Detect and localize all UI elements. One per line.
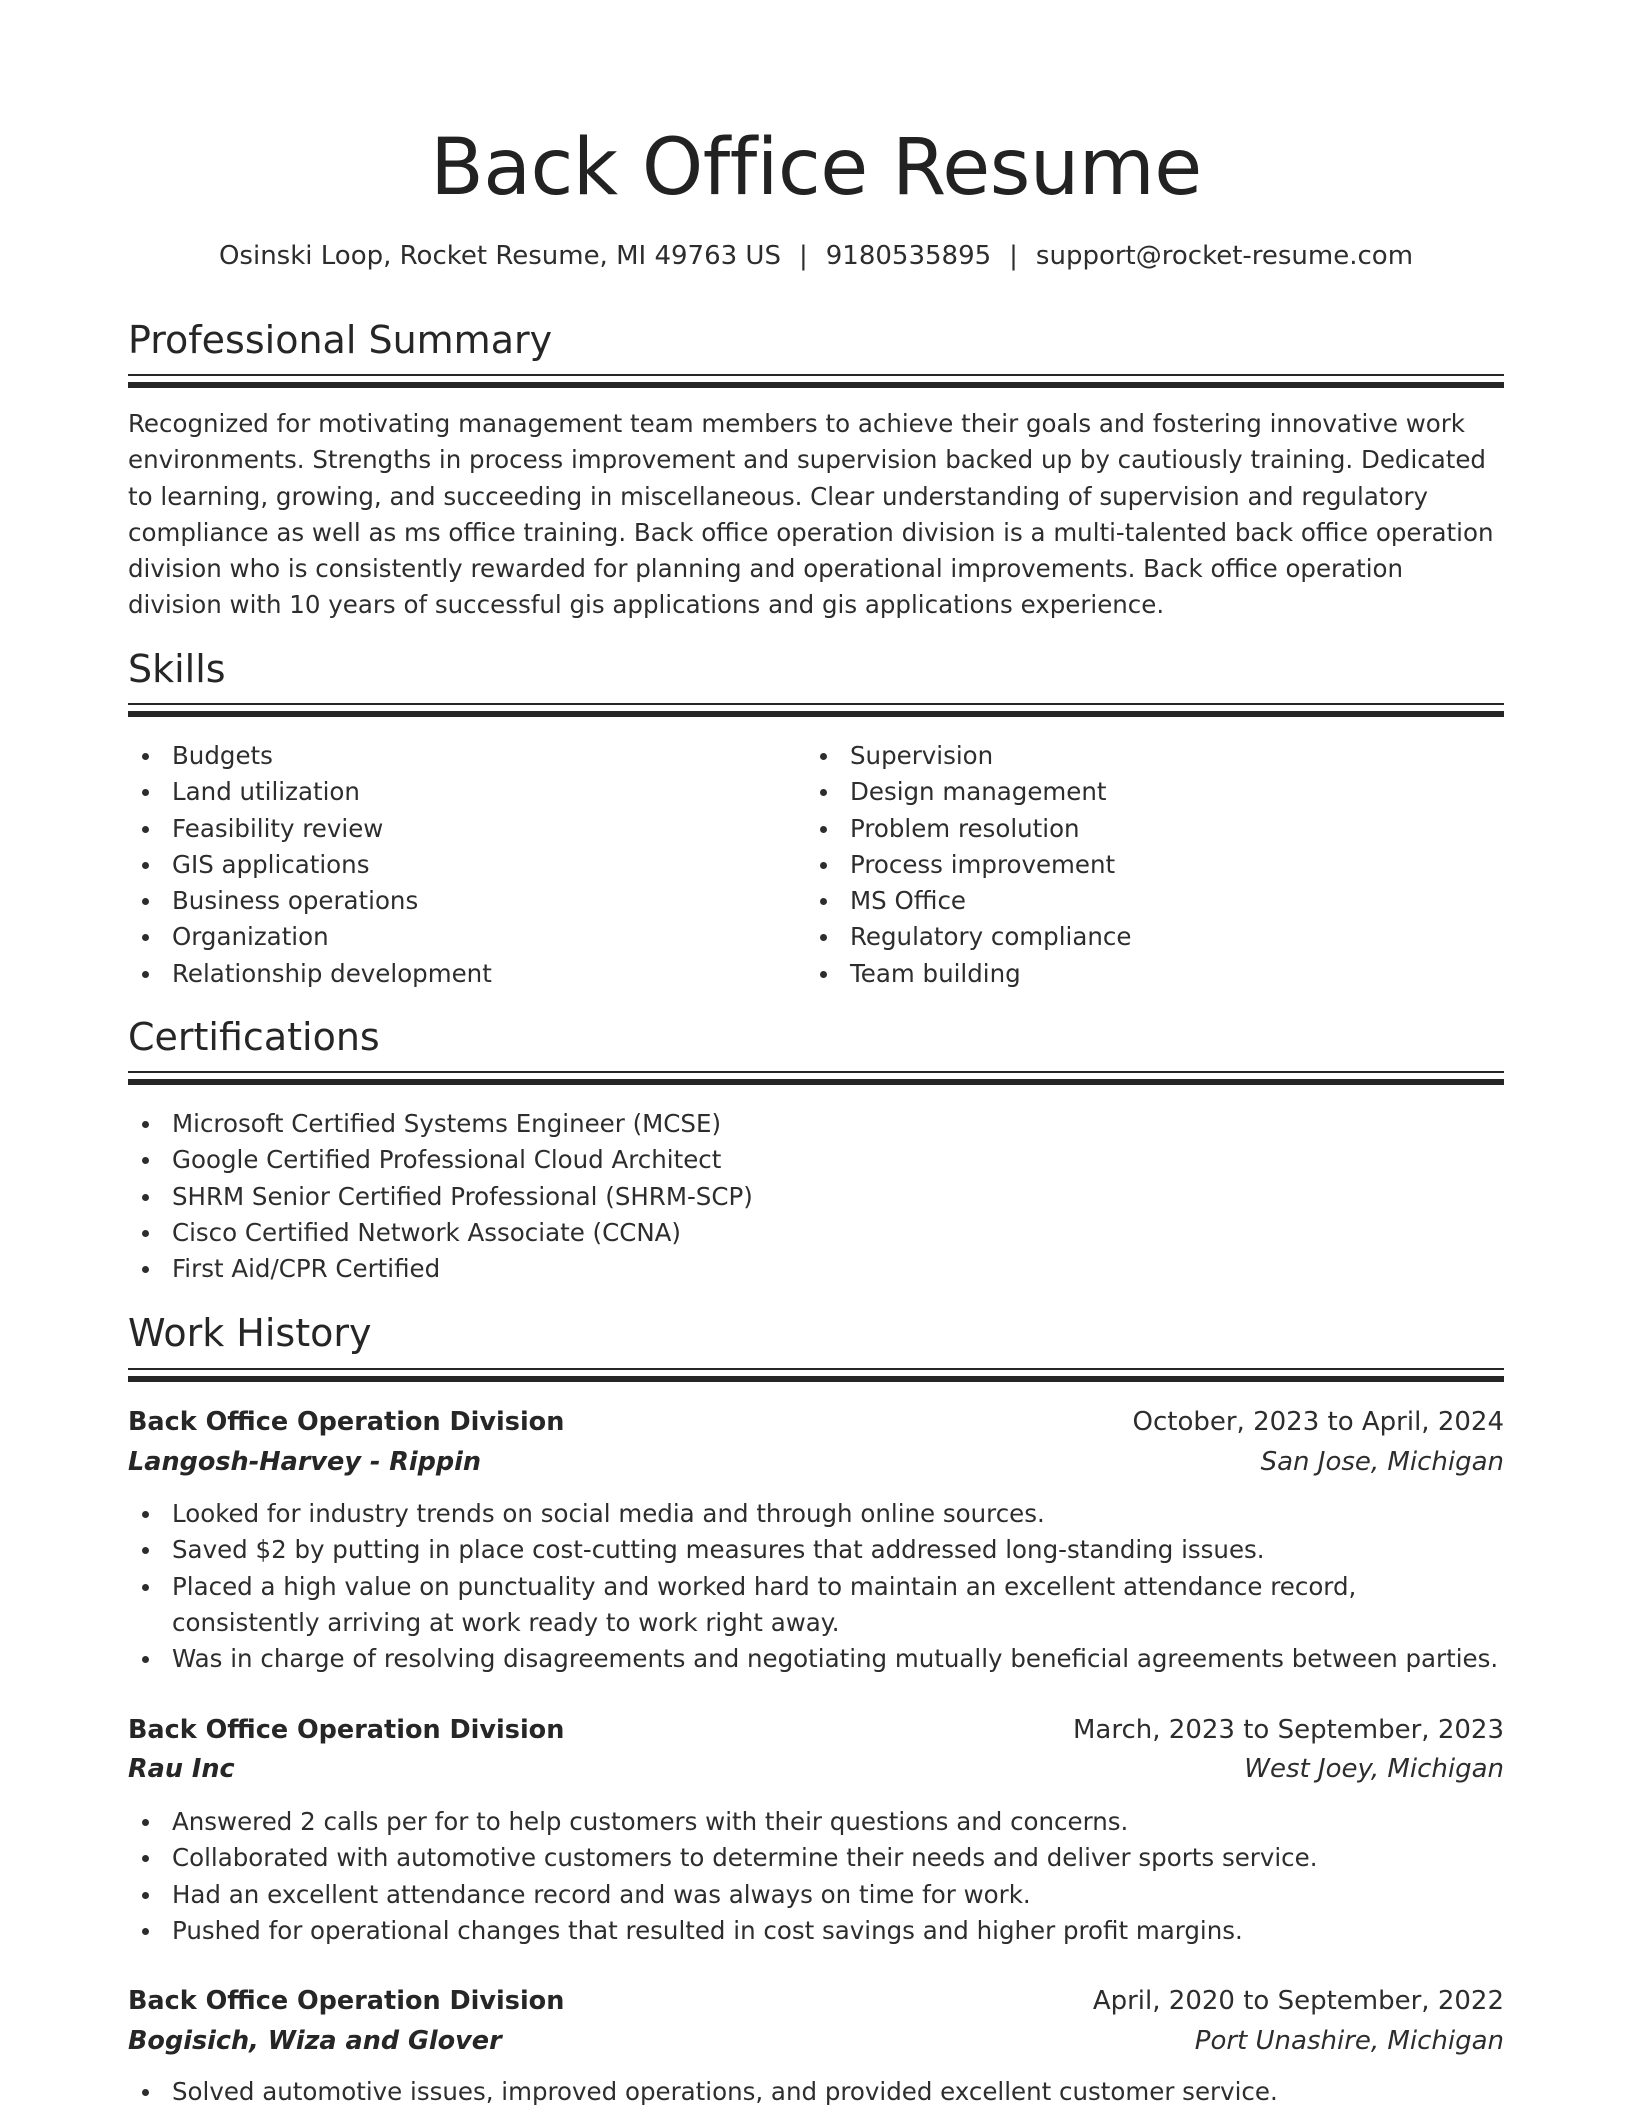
job-duties (128, 1804, 1504, 1949)
section-title-certifications: Certifications (128, 1015, 380, 1059)
certification-item: Microsoft Certified Systems Engineer (MCSE) (128, 1106, 1504, 1142)
section-divider (128, 1368, 1504, 1380)
job-location: San Jose, Michigan (1260, 1447, 1504, 1477)
job-title: Back Office Operation Division (128, 1986, 565, 2016)
section-title-skills: Skills (128, 647, 226, 691)
section-divider (128, 703, 1504, 715)
skill-item: Design management (806, 774, 1504, 810)
contact-line (128, 238, 1504, 274)
certifications-list (128, 1106, 1504, 1287)
skill-item: Land utilization (128, 774, 800, 810)
skill-item: Supervision (806, 738, 1504, 774)
skill-item: Budgets (128, 738, 800, 774)
duty-item: Was in charge of resolving disagreements and negotiating mutually beneficial agreements between parties. (128, 1641, 1504, 1677)
duty-item: Collaborated with automotive customers to determine their needs and deliver sports service. (128, 1840, 1504, 1876)
job-dates: April, 2020 to September, 2022 (1092, 1986, 1504, 2016)
skill-item: Business operations (128, 883, 800, 919)
skills-list-left (128, 738, 800, 992)
skill-item: Problem resolution (806, 811, 1504, 847)
contact-phone: 9180535895 (825, 241, 992, 271)
skills-list-right (806, 738, 1504, 992)
duty-item: Answered 2 calls per for to help customers with their questions and concerns. (128, 1804, 1504, 1840)
contact-separator: | (1009, 241, 1018, 271)
skill-item: Feasibility review (128, 811, 800, 847)
skill-item: Regulatory compliance (806, 919, 1504, 955)
duty-item: Saved $2 by putting in place cost-cutting measures that addressed long-standing issues. (128, 1532, 1504, 1568)
section-divider (128, 374, 1504, 386)
duty-item: Looked for industry trends on social media and through online sources. (128, 1496, 1504, 1532)
job-company: Bogisich, Wiza and Glover (128, 2026, 502, 2056)
job-duties (128, 1496, 1504, 1677)
resume-title: Back Office Resume (430, 123, 1202, 213)
skill-item: Process improvement (806, 847, 1504, 883)
duty-item: Pushed for operational changes that resulted in cost savings and higher profit margins. (128, 1913, 1504, 1949)
job-company: Langosh-Harvey - Rippin (128, 1447, 482, 1477)
certification-item: Google Certified Professional Cloud Architect (128, 1142, 1504, 1178)
job-dates: March, 2023 to September, 2023 (1073, 1715, 1504, 1745)
job-duties (128, 2074, 1504, 2110)
contact-address: Osinski Loop, Rocket Resume, MI 49763 US (218, 241, 781, 271)
job-location: West Joey, Michigan (1244, 1754, 1504, 1784)
skill-item: Relationship development (128, 956, 800, 992)
section-title-summary: Professional Summary (128, 318, 553, 362)
job-dates: October, 2023 to April, 2024 (1132, 1407, 1504, 1437)
job-company: Rau Inc (128, 1754, 235, 1784)
contact-separator: | (798, 241, 808, 271)
section-divider (128, 1071, 1504, 1083)
skill-item: MS Office (806, 883, 1504, 919)
skill-item: GIS applications (128, 847, 800, 883)
job-title: Back Office Operation Division (128, 1407, 565, 1437)
certification-item: SHRM Senior Certified Professional (SHRM-SCP) (128, 1179, 1504, 1215)
duty-item: Had an excellent attendance record and was always on time for work. (128, 1877, 1504, 1913)
certification-item: First Aid/CPR Certified (128, 1251, 1504, 1287)
skill-item: Organization (128, 919, 800, 955)
section-title-work-history: Work History (128, 1311, 372, 1355)
duty-item: Placed a high value on punctuality and worked hard to maintain an excellent attendance record, consistently arriving at work ready to work right away. (128, 1569, 1504, 1642)
job-location: Port Unashire, Michigan (1194, 2026, 1504, 2056)
contact-email[interactable]: support@rocket-resume.com (1035, 241, 1414, 271)
summary-text: Recognized for motivating management team members to achieve their goals and fostering innovative work environments. Strengths in process improvement and supervision backed up by cautiously training. Dedicated to learning, growing, and succeeding in miscellaneous. Clear understanding of supervision and regulatory compliance as well as ms office training. Back office operation division is a multi-talented back office operation division who is consistently rewarded for planning and operational improvements. Back office operation division with 10 years of successful gis applications and gis applications experience. (128, 409, 1494, 620)
duty-item: Solved automotive issues, improved operations, and provided excellent customer service. (128, 2074, 1504, 2110)
skill-item: Team building (806, 956, 1504, 992)
certification-item: Cisco Certified Network Associate (CCNA) (128, 1215, 1504, 1251)
job-title: Back Office Operation Division (128, 1715, 565, 1745)
